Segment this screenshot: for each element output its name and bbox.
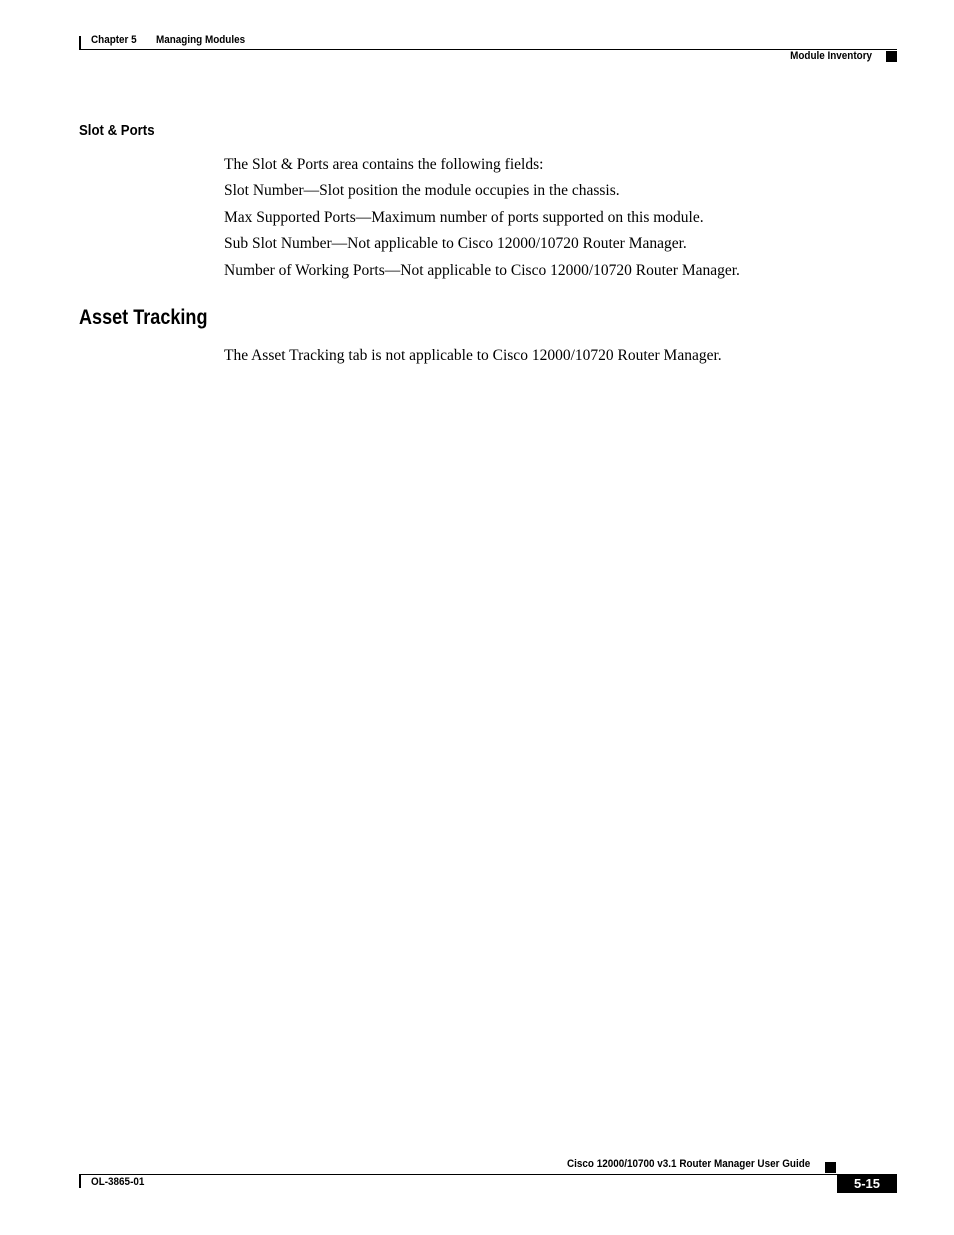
slot-ports-heading: Slot & Ports [79, 122, 155, 139]
field-max-supported-ports: Max Supported Ports—Maximum number of ports supported on this module. [224, 209, 704, 226]
footer-guide-title: Cisco 12000/10700 v3.1 Router Manager User Guide [566, 1158, 810, 1170]
header-marker [886, 51, 897, 62]
footer-marker [825, 1162, 836, 1173]
header-section: Module Inventory [790, 50, 872, 62]
footer-rule [79, 1174, 897, 1175]
header-chapter: Chapter 5 [91, 34, 137, 46]
footer-page-number: 5-15 [837, 1174, 897, 1193]
header-rule [79, 49, 897, 50]
header-chapter-title: Managing Modules [156, 34, 246, 46]
footer-doc-number: OL-3865-01 [91, 1176, 145, 1188]
asset-tracking-heading: Asset Tracking [79, 306, 208, 329]
slot-ports-intro: The Slot & Ports area contains the following fields: [224, 156, 544, 173]
field-sub-slot-number: Sub Slot Number—Not applicable to Cisco 12000/10720 Router Manager. [224, 235, 687, 252]
header-left-bar [79, 36, 81, 50]
asset-tracking-text: The Asset Tracking tab is not applicable to Cisco 12000/10720 Router Manager. [224, 347, 722, 364]
field-slot-number: Slot Number—Slot position the module occupies in the chassis. [224, 182, 620, 199]
field-number-of-working-ports: Number of Working Ports—Not applicable to Cisco 12000/10720 Router Manager. [224, 262, 740, 279]
footer-left-bar [79, 1174, 81, 1188]
